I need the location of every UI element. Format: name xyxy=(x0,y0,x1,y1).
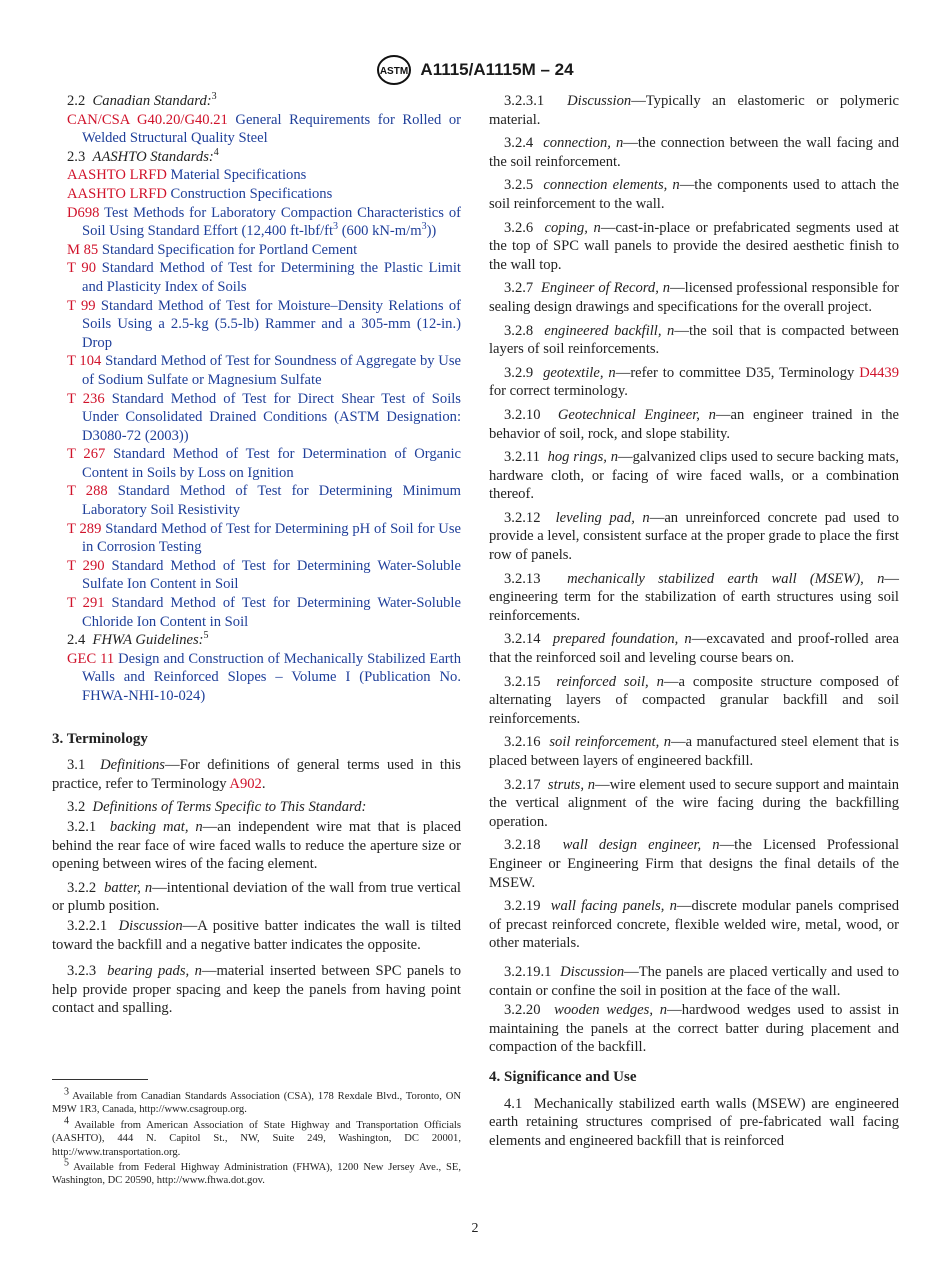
para-3-2-10: 3.2.10 Geotechnical Engineer, n—an engineer trained in the behavior of soil, rock, and slope stability. xyxy=(489,406,899,442)
link-a902[interactable]: A902 xyxy=(229,775,262,792)
footnote-3: $^3$ Available from Canadian Standards Association (CSA), 178 Rexdale Blvd., Toronto, ON M9W 1R3, Canada, http://www.csagroup.org. xyxy=(52,1086,461,1116)
designation: A1115/A1115M – 24 xyxy=(420,60,574,79)
ref-t236: T 236 Standard Method of Test for Direct Shear Test of Soils Under Consolidated Drained Conditions (ASTM Designation: D3080-72 (2003)) xyxy=(67,390,461,444)
right-column xyxy=(489,92,899,1155)
para-3-2-9: 3.2.9 geotextile, n—refer to committee D35, Terminology D4439 for correct terminology. xyxy=(489,364,899,400)
ref-t267: T 267 Standard Method of Test for Determination of Organic Content in Soils by Loss on Ignition xyxy=(67,446,461,481)
section-2-2: 2.2 Canadian Standard:$^3$ xyxy=(67,91,217,109)
link-d4439[interactable]: D4439 xyxy=(859,364,899,381)
para-3-2-19: 3.2.19 wall facing panels, n—discrete modular panels comprised of precast reinforced concrete, flexible welded wire, metal, wood, or other materials. xyxy=(489,898,900,952)
astm-logo-icon xyxy=(376,54,412,86)
svg-text:ASTM: ASTM xyxy=(380,66,409,77)
para-3-2-2-1: 3.2.2.1 Discussion—A positive batter indicates the wall is tilted toward the backfill and a negative batter indicates the opposite. xyxy=(52,917,462,953)
para-3-2-17: 3.2.17 struts, n—wire element used to secure support and maintain the vertical alignment of the wire facing during the backfilling operation. xyxy=(489,776,899,830)
heading-terminology: 3. Terminology xyxy=(52,730,148,747)
ref-aashto-lrfd-construction: AASHTO LRFD Construction Specifications xyxy=(67,185,333,202)
ref-d698: D698 Test Methods for Laboratory Compaction Characteristics of Soil Using Standard Effort (12,400 $ft-lbf/ft^3$ (600 $kN-m/m^3$)) xyxy=(67,204,461,240)
footnotes xyxy=(52,1086,461,1190)
para-3-2-2: 3.2.2 batter, n—intentional deviation of the wall from true vertical or plumb position. xyxy=(52,879,461,915)
para-3-2-14: 3.2.14 prepared foundation, n—excavated and proof-rolled area that the reinforced soil and leveling course bears on. xyxy=(489,631,900,667)
ref-gec11: GEC 11 Design and Construction of Mechanically Stabilized Earth Walls and Reinforced Slopes – Volume I (Publication No. FHWA-NHI-10-024) xyxy=(67,650,462,704)
para-3-2: 3.2 Definitions of Terms Specific to This Standard: xyxy=(67,799,367,816)
para-3-2-5: 3.2.5 connection elements, n—the components used to attach the soil reinforcement to the wall. xyxy=(489,177,899,212)
footnote-4: $^4$ Available from American Association of State Highway and Transportation Officials (AASHTO), 444 N. Capitol St., NW, Suite 249, Washington, DC 20001, http://www.transportation.org. xyxy=(52,1115,461,1158)
ref-t90: T 90 Standard Method of Test for Determining the Plastic Limit and Plasticity Index of Soils xyxy=(67,260,461,295)
ref-t291: T 291 Standard Method of Test for Determining Water-Soluble Chloride Ion Content in Soil xyxy=(67,595,461,630)
ref-t288: T 288 Standard Method of Test for Determining Minimum Laboratory Soil Resistivity xyxy=(67,483,461,519)
para-3-2-13: 3.2.13 mechanically stabilized earth wall (MSEW), n—engineering term for the stabilization of earth structures using soil reinforcements. xyxy=(489,570,900,624)
para-3-2-19-1: 3.2.19.1 Discussion—The panels are placed vertically and used to contain or confine the soil in position at the face of the wall. xyxy=(489,963,900,999)
footnote-5: $^5$ Available from Federal Highway Administration (FHWA), 1200 New Jersey Ave., SE, Washington, DC 20590, http://www.fhwa.dot.gov. xyxy=(52,1157,461,1187)
ref-t289: T 289 Standard Method of Test for Determining pH of Soil for Use in Corrosion Testing xyxy=(67,520,461,556)
para-3-2-4: 3.2.4 connection, n—the connection between the wall facing and the soil reinforcement. xyxy=(489,135,900,170)
para-3-2-3: 3.2.3 bearing pads, n—material inserted between SPC panels to help provide proper spacing and keep the panels from having point contact and spalling. xyxy=(52,963,462,1017)
section-2-3: 2.3 AASHTO Standards:$^4$ xyxy=(67,146,219,165)
ref-aashto-lrfd-material: AASHTO LRFD Material Specifications xyxy=(67,167,307,184)
para-3-2-7: 3.2.7 Engineer of Record, n—licensed professional responsible for sealing design drawings and specifications for the overall project. xyxy=(489,280,899,315)
para-3-2-11: 3.2.11 hog rings, n—galvanized clips used to secure backing mats, hardware cloth, or facing of wire faced walls, or a combination thereof. xyxy=(489,449,899,503)
para-3-2-12: 3.2.12 leveling pad, n—an unreinforced concrete pad used to provide a level, consistent surface at the proper grade to place the first row of panels. xyxy=(489,509,900,564)
ref-can-csa: CAN/CSA G40.20/G40.21 General Requirements for Rolled or Welded Structural Quality Steel xyxy=(67,111,462,147)
para-3-2-15: 3.2.15 reinforced soil, n—a composite structure composed of alternating layers of compacted granular backfill and soil reinforcements. xyxy=(489,673,899,727)
para-3-2-1: 3.2.1 backing mat, n—an independent wire mat that is placed behind the rear face of wire faced walls to reduce the aperture size or opening between wires of the facing element. xyxy=(52,818,461,873)
para-3-2-20: 3.2.20 wooden wedges, n—hardwood wedges used to assist in maintaining the panels at the correct batter during placement and compaction of the backfill. xyxy=(489,1002,900,1056)
para-3-2-8: 3.2.8 engineered backfill, n—the soil that is compacted between layers of soil reinforcements. xyxy=(489,322,899,358)
ref-t99: T 99 Standard Method of Test for Moisture–Density Relations of Soils Using a 2.5-kg (5.5-lb) Rammer and a 305-mm (12-in.) Drop xyxy=(67,297,461,351)
para-3-2-3-1: 3.2.3.1 Discussion—Typically an elastomeric or polymeric material. xyxy=(489,93,900,128)
ref-t104: T 104 Standard Method of Test for Soundness of Aggregate by Use of Sodium Sulfate or Magnesium Sulfate xyxy=(67,353,461,388)
para-3-1: 3.1 Definitions—For definitions of general terms used in this practice, refer to Terminology A902. xyxy=(52,757,461,792)
para-3-2-6: 3.2.6 coping, n—cast-in-place or prefabricated segments used at the top of SPC wall panels to provide the desired aesthetic finish to the wall top. xyxy=(489,219,899,273)
footnote-divider xyxy=(52,1079,148,1080)
heading-significance-and-use: 4. Significance and Use xyxy=(489,1068,637,1085)
left-column xyxy=(52,92,461,1023)
ref-t290: T 290 Standard Method of Test for Determining Water-Soluble Sulfate Ion Content in Soil xyxy=(67,557,461,593)
para-3-2-18: 3.2.18 wall design engineer, n—the Licensed Professional Engineer or Engineering Firm that designs the final details of the MSEW. xyxy=(489,837,900,891)
para-3-2-16: 3.2.16 soil reinforcement, n—a manufactured steel element that is placed between layers of engineered backfill. xyxy=(489,734,899,769)
para-4-1: 4.1 Mechanically stabilized earth walls (MSEW) are engineered earth retaining structures comprised of pre-fabricated wall facing elements and engineered backfill that is reinforced xyxy=(489,1095,900,1149)
ref-m85: M 85 Standard Specification for Portland Cement xyxy=(67,241,358,258)
page-number: 2 xyxy=(471,1221,479,1236)
page-header xyxy=(0,54,950,86)
section-2-4: 2.4 FHWA Guidelines:$^5$ xyxy=(67,630,209,649)
